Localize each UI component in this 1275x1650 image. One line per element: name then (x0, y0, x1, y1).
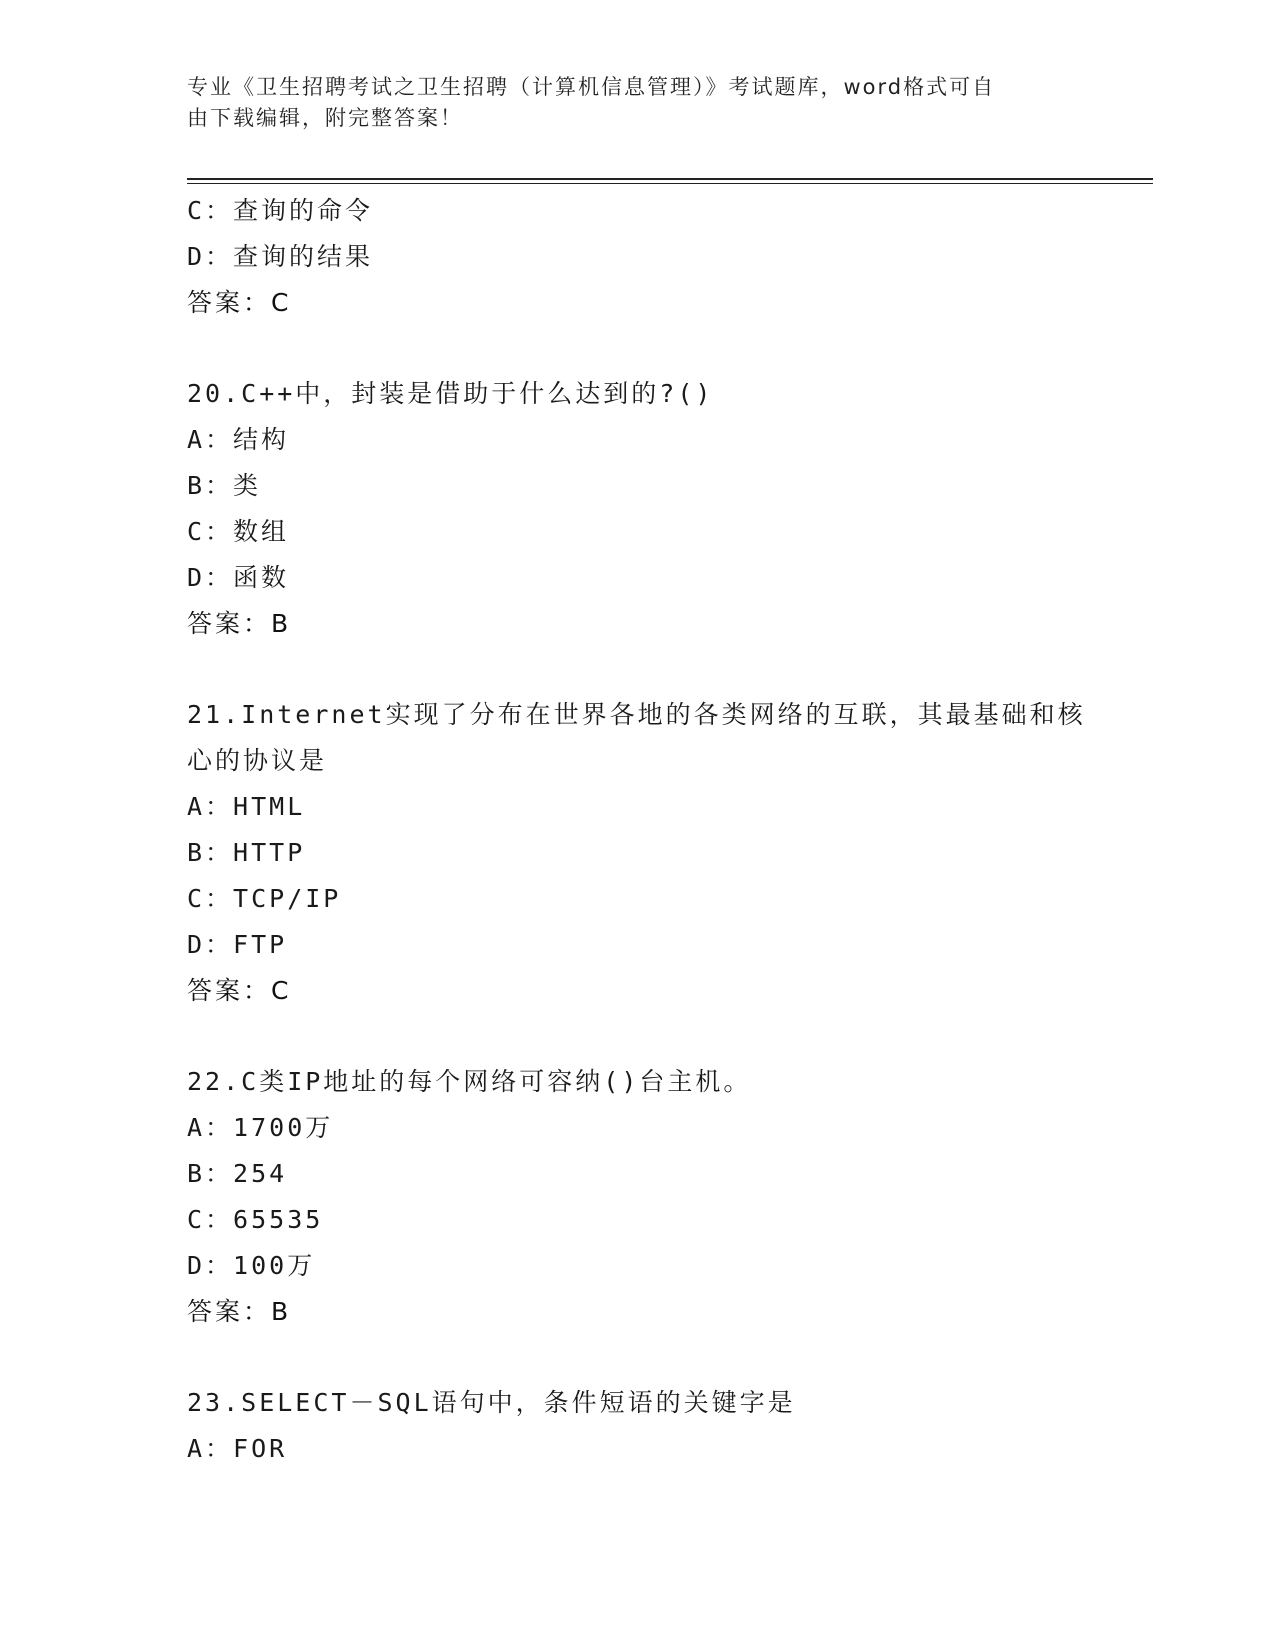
question-list (187, 188, 1087, 1472)
option-a: A：1700万 (187, 1113, 334, 1142)
answer-label: 答案：B (187, 1297, 292, 1326)
option-d: D：FTP (187, 930, 288, 959)
document-header (187, 72, 1077, 134)
option-d: D：查询的结果 (187, 242, 374, 271)
header-line-2: 由下载编辑，附完整答案！ (187, 106, 463, 130)
option-c: C：TCP/IP (187, 884, 342, 913)
option-b: B：类 (187, 471, 262, 500)
question-23 (187, 1380, 1087, 1472)
option-c: C：65535 (187, 1205, 324, 1234)
header-divider-thick (187, 178, 1153, 180)
option-d: D：函数 (187, 563, 290, 592)
question-19-tail (187, 188, 1087, 326)
question-21 (187, 692, 1087, 1014)
answer-label: 答案：B (187, 609, 292, 638)
question-text: 20.C++中，封装是借助于什么达到的?() (187, 379, 714, 408)
option-a: A：HTML (187, 792, 306, 821)
header-line-1: 专业《卫生招聘考试之卫生招聘（计算机信息管理）》考试题库，word格式可自 (187, 75, 996, 99)
answer-label: 答案：C (187, 288, 292, 317)
question-text: 22.C类IP地址的每个网络可容纳()台主机。 (187, 1067, 752, 1096)
option-d: D：100万 (187, 1251, 316, 1280)
option-c: C：数组 (187, 517, 290, 546)
question-text-line-2: 心的协议是 (187, 746, 328, 775)
question-text-line-1: 21.Internet实现了分布在世界各地的各类网络的互联，其最基础和核 (187, 700, 1086, 729)
option-b: B：HTTP (187, 838, 306, 867)
option-b: B：254 (187, 1159, 288, 1188)
header-divider-thin (187, 183, 1153, 184)
question-20 (187, 371, 1087, 647)
option-c: C：查询的命令 (187, 196, 374, 225)
question-22 (187, 1059, 1087, 1335)
question-text: 23.SELECT－SQL语句中，条件短语的关键字是 (187, 1388, 796, 1417)
option-a: A：FOR (187, 1434, 288, 1463)
answer-label: 答案：C (187, 976, 292, 1005)
option-a: A：结构 (187, 425, 290, 454)
